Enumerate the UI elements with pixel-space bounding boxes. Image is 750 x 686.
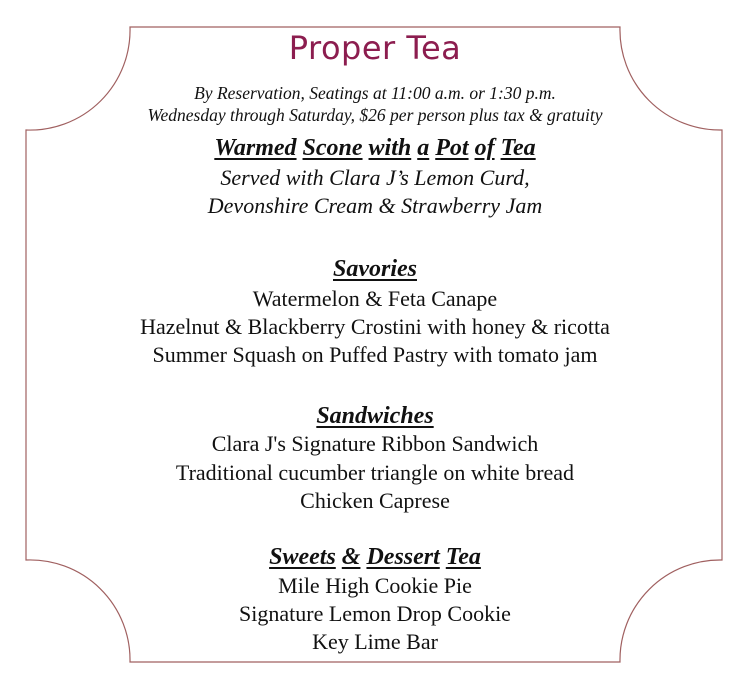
heading-word: a — [417, 135, 430, 161]
heading-word: Dessert — [366, 544, 440, 570]
sandwiches-heading — [60, 401, 690, 431]
heading-word: Tea — [445, 544, 481, 570]
schedule-price-info: Wednesday through Saturday, $26 per person plus tax & gratuity — [147, 105, 603, 125]
sandwich-item: Traditional cucumber triangle on white bread — [175, 460, 575, 485]
reservation-info: By Reservation, Seatings at 11:00 a.m. or 1:30 p.m. — [194, 83, 556, 103]
sweets-heading — [60, 542, 690, 572]
sweet-item: Key Lime Bar — [312, 629, 438, 654]
heading-word: Savories — [333, 256, 417, 282]
heading-word: Tea — [500, 135, 536, 161]
scone-item: Devonshire Cream & Strawberry Jam — [207, 193, 543, 218]
heading-word: of — [474, 135, 495, 161]
savories-heading — [60, 254, 690, 284]
sandwich-item: Chicken Caprese — [300, 488, 450, 513]
heading-word: Scone — [302, 135, 363, 161]
sandwich-item: Clara J's Signature Ribbon Sandwich — [211, 431, 539, 456]
heading-word: Warmed — [214, 135, 297, 161]
savory-item: Watermelon & Feta Canape — [252, 286, 498, 311]
heading-word: Pot — [435, 135, 469, 161]
scone-heading — [60, 133, 690, 163]
heading-word: & — [341, 544, 361, 570]
heading-word: Sandwiches — [316, 403, 434, 429]
scone-item: Served with Clara J’s Lemon Curd, — [220, 165, 530, 190]
savory-item: Summer Squash on Puffed Pastry with tomato jam — [152, 342, 598, 367]
sweet-item: Mile High Cookie Pie — [278, 573, 472, 598]
heading-word: with — [368, 135, 412, 161]
heading-word: Sweets — [269, 544, 336, 570]
sweet-item: Signature Lemon Drop Cookie — [239, 601, 511, 626]
menu-title: Proper Tea — [288, 29, 462, 67]
savory-item: Hazelnut & Blackberry Crostini with honey & ricotta — [140, 314, 610, 339]
